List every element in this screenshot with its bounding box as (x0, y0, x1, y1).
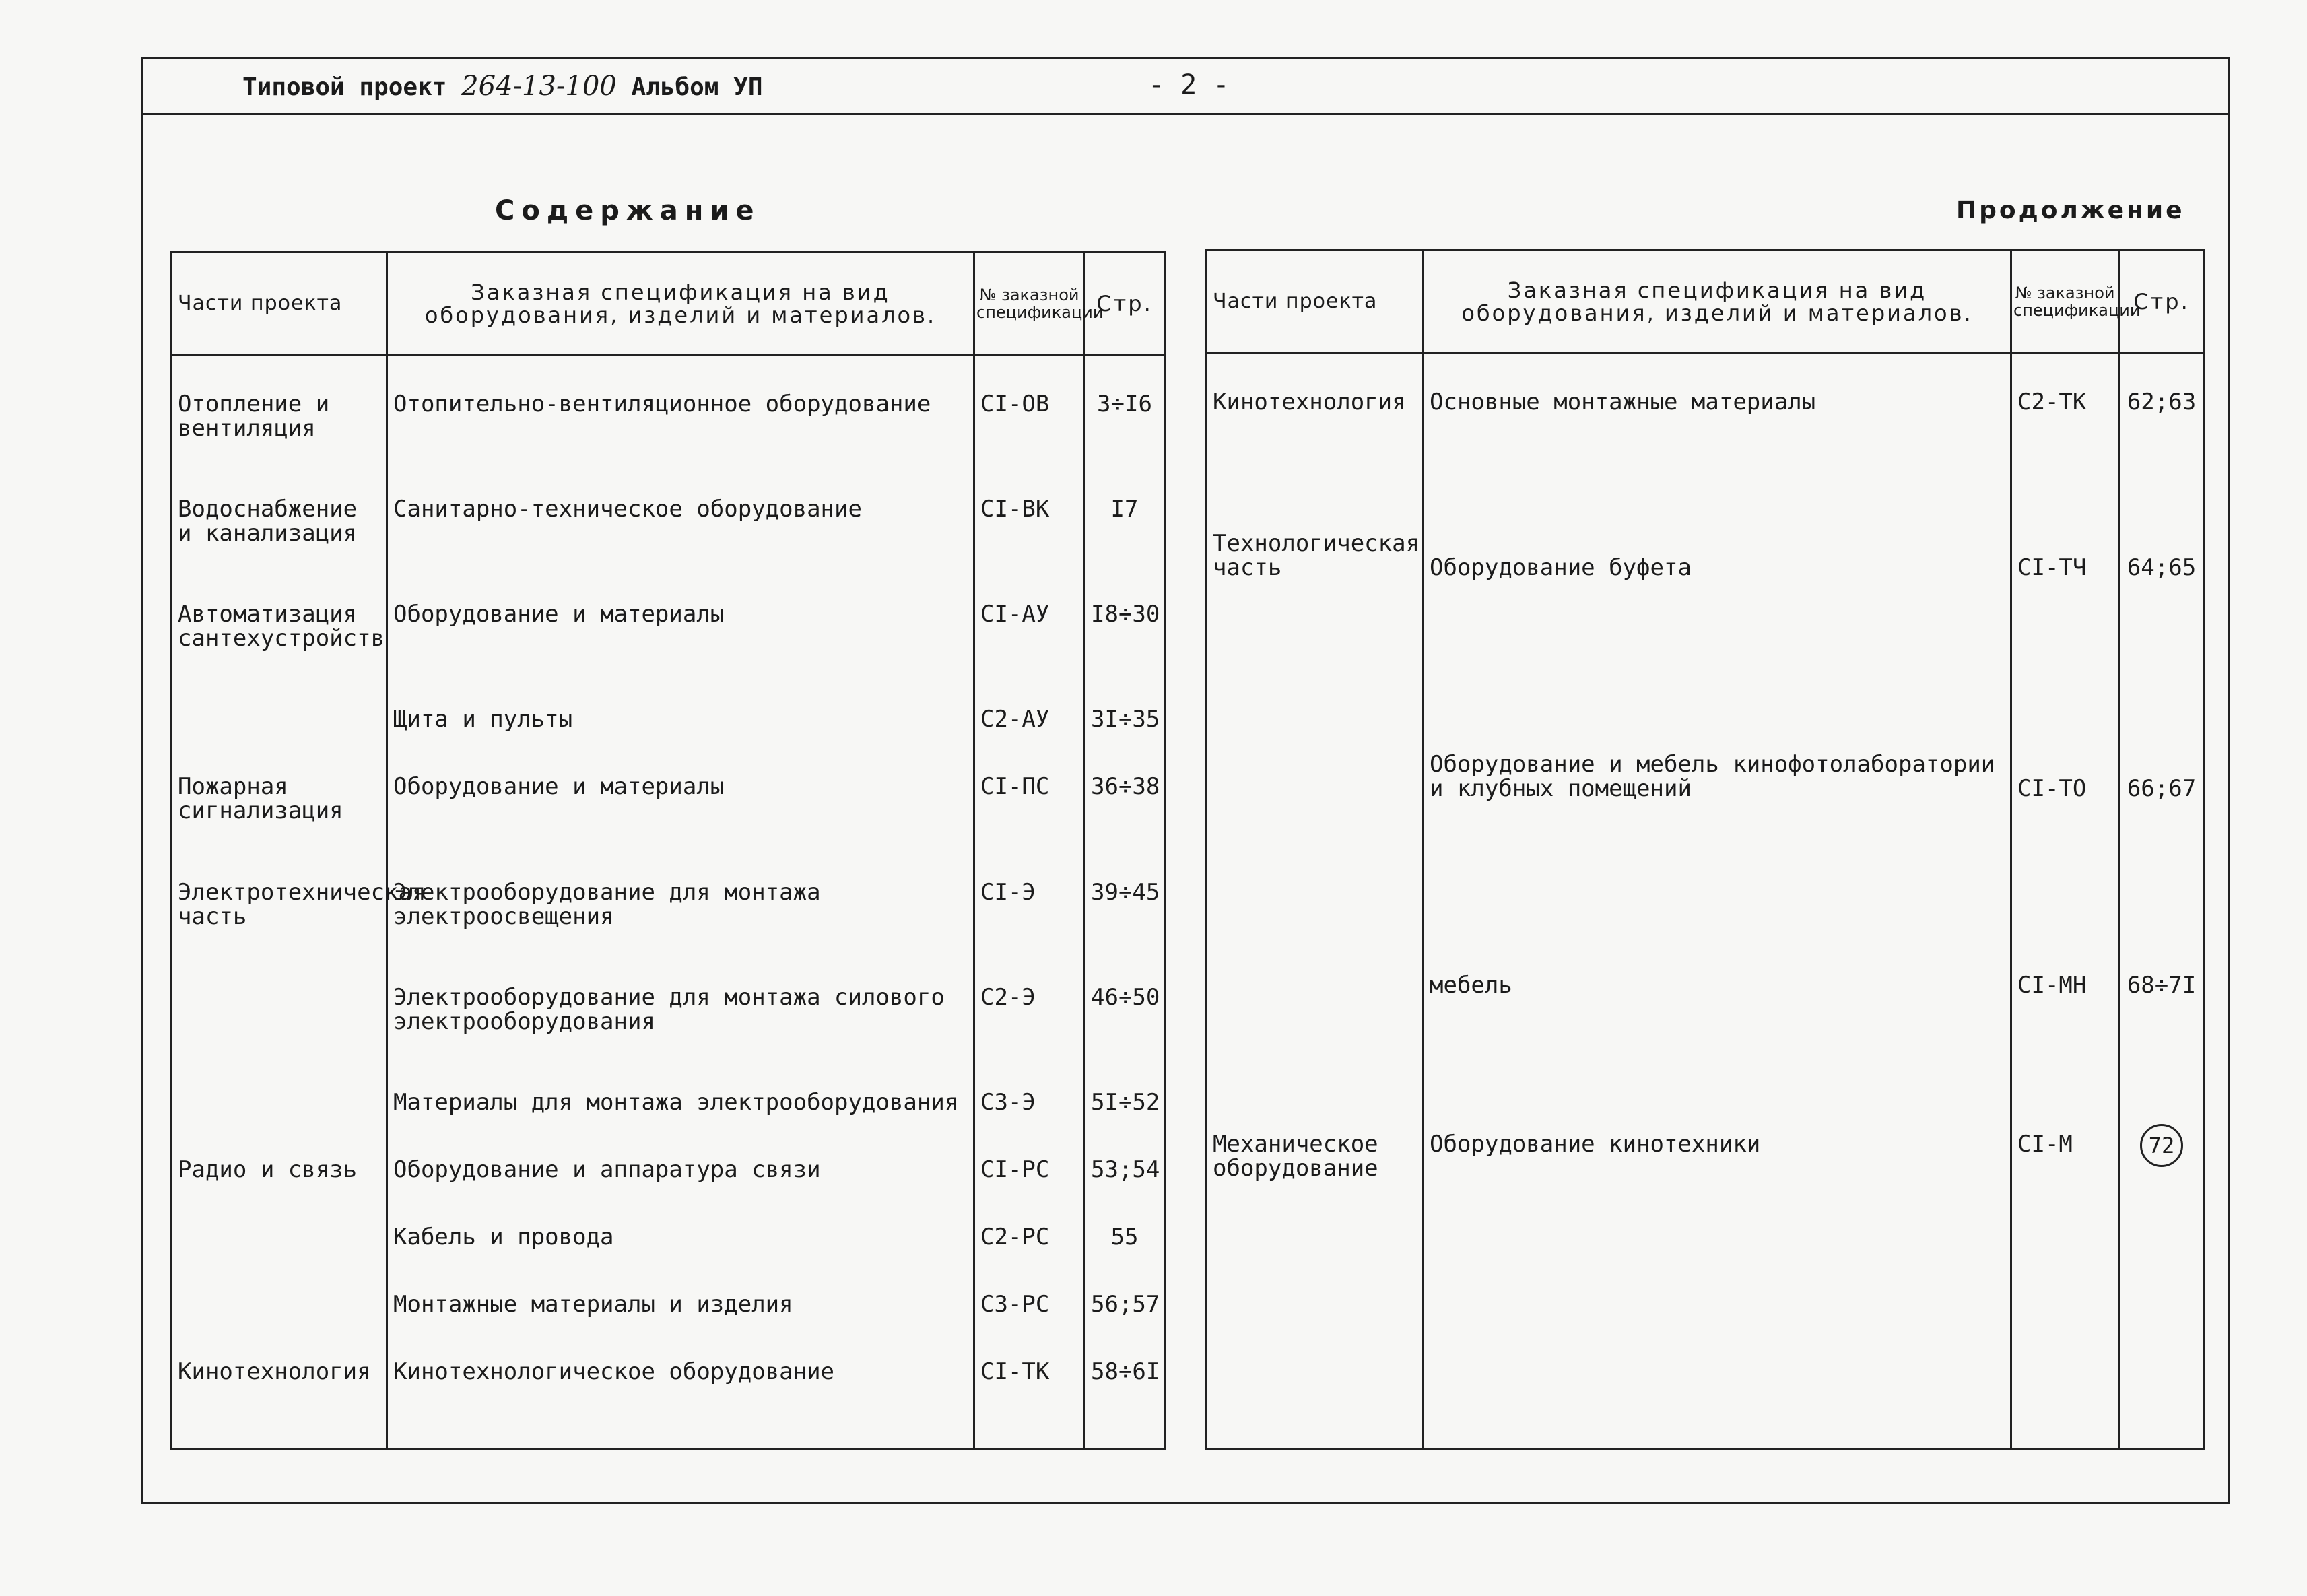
row-page: 5I÷52 (1085, 1081, 1165, 1148)
row-number: CI-ВК (974, 488, 1085, 593)
row-part (1207, 964, 1424, 1105)
row-part: Пожарная сигнализация (172, 765, 387, 870)
table-row (172, 1216, 1165, 1283)
row-part (172, 1283, 387, 1350)
row-part (172, 1081, 387, 1148)
row-number: C3-Э (974, 1081, 1085, 1148)
table-row (172, 1148, 1165, 1216)
row-spec: Оборудование и мебель кинофотолаборатории и клубных помещений (1424, 743, 2011, 964)
row-spec: Кинотехнологическое оборудование (387, 1350, 974, 1418)
row-spec: Отопительно-вентиляционное оборудование (387, 383, 974, 488)
table-row (172, 976, 1165, 1081)
table-row (172, 593, 1165, 698)
row-number: CI-PC (974, 1148, 1085, 1216)
table-header-row (172, 253, 1165, 356)
table-row (172, 871, 1165, 976)
row-spec: Электрооборудование для монтажа электроосвещения (387, 871, 974, 976)
row-part (172, 1216, 387, 1283)
contents-table (170, 251, 1166, 1450)
row-part (172, 976, 387, 1081)
row-spec: Оборудование и материалы (387, 593, 974, 698)
row-page: 68÷7I (2119, 964, 2205, 1105)
project-prefix: Типовой проект (242, 73, 447, 101)
row-number: CI-ТК (974, 1350, 1085, 1418)
table-row (1207, 964, 2205, 1105)
table-row (172, 1283, 1165, 1350)
row-page: 58÷6I (1085, 1350, 1165, 1418)
table-row (1207, 1105, 2205, 1384)
row-number: CI-М (2011, 1105, 2119, 1384)
row-number: CI-ПС (974, 765, 1085, 870)
row-number: C2-АУ (974, 698, 1085, 765)
row-number: C2-ТК (2011, 380, 2119, 522)
row-page: I7 (1085, 488, 1165, 593)
row-spec: Кабель и провода (387, 1216, 974, 1283)
row-number: C2-PC (974, 1216, 1085, 1283)
column-header-spec: Заказная спецификация на вид оборудования, изделий и материалов. (1424, 251, 2011, 354)
contents-heading: Содержание (495, 195, 761, 226)
row-page: 55 (1085, 1216, 1165, 1283)
table-row (172, 488, 1165, 593)
row-part: Водоснабжение и канализация (172, 488, 387, 593)
row-part: Кинотехнология (1207, 380, 1424, 522)
row-page: I8÷30 (1085, 593, 1165, 698)
row-spec: Монтажные материалы и изделия (387, 1283, 974, 1350)
table-header-row (1207, 251, 2205, 354)
row-part: Радио и связь (172, 1148, 387, 1216)
row-page: 46÷50 (1085, 976, 1165, 1081)
project-number: 264-13-100 (461, 71, 617, 102)
circled-page-number: 72 (2140, 1124, 2183, 1167)
table-row (172, 383, 1165, 488)
continuation-table (1205, 249, 2205, 1450)
row-spec: Санитарно-техническое оборудование (387, 488, 974, 593)
column-header-part: Части проекта (172, 253, 387, 356)
row-page: 39÷45 (1085, 871, 1165, 976)
title-block (242, 71, 763, 102)
row-part: Отопление и вентиляция (172, 383, 387, 488)
page-number: - 2 - (1148, 69, 1230, 100)
row-spec: Оборудование и аппаратура связи (387, 1148, 974, 1216)
row-part: Технологическая часть (1207, 522, 1424, 743)
row-part: Кинотехнология (172, 1350, 387, 1418)
row-part: Механическое оборудование (1207, 1105, 1424, 1384)
row-spec: Материалы для монтажа электрооборудования (387, 1081, 974, 1148)
header-rule (141, 113, 2230, 115)
table-row (172, 698, 1165, 765)
row-page: 53;54 (1085, 1148, 1165, 1216)
table-row (1207, 522, 2205, 743)
row-page: 56;57 (1085, 1283, 1165, 1350)
row-spec: Оборудование буфета (1424, 522, 2011, 743)
row-page: 64;65 (2119, 522, 2205, 743)
row-page: 66;67 (2119, 743, 2205, 964)
column-header-part: Части проекта (1207, 251, 1424, 354)
row-number: CI-МН (2011, 964, 2119, 1105)
row-page: 3÷I6 (1085, 383, 1165, 488)
spacer-row (1207, 354, 2205, 380)
row-page: 62;63 (2119, 380, 2205, 522)
row-spec: Основные монтажные материалы (1424, 380, 2011, 522)
continuation-heading: Продолжение (1956, 197, 2185, 224)
row-page: 36÷38 (1085, 765, 1165, 870)
row-page: 3I÷35 (1085, 698, 1165, 765)
table-row (1207, 743, 2205, 964)
filler-row (172, 1418, 1165, 1449)
filler-row (1207, 1384, 2205, 1449)
column-header-number: № заказной спецификации (974, 253, 1085, 356)
row-part: Электротехническая часть (172, 871, 387, 976)
row-number: C2-Э (974, 976, 1085, 1081)
row-spec: Оборудование и материалы (387, 765, 974, 870)
row-number: CI-OB (974, 383, 1085, 488)
column-header-page: Стр. (2119, 251, 2205, 354)
row-page-cell (2119, 1105, 2205, 1384)
row-number: CI-АУ (974, 593, 1085, 698)
row-spec: Электрооборудование для монтажа силового электрооборудования (387, 976, 974, 1081)
column-header-number: № заказной спецификации (2011, 251, 2119, 354)
row-spec: мебель (1424, 964, 2011, 1105)
column-header-spec: Заказная спецификация на вид оборудования, изделий и материалов. (387, 253, 974, 356)
row-part (1207, 743, 1424, 964)
table-row (1207, 380, 2205, 522)
spacer-row (172, 356, 1165, 383)
table-row (172, 1350, 1165, 1418)
row-part: Автоматизация сантехустройств (172, 593, 387, 698)
column-header-page: Стр. (1085, 253, 1165, 356)
row-number: CI-ТО (2011, 743, 2119, 964)
row-number: CI-ТЧ (2011, 522, 2119, 743)
row-number: CI-Э (974, 871, 1085, 976)
album-label: Альбом УП (631, 73, 763, 101)
table-row (172, 1081, 1165, 1148)
row-number: C3-PC (974, 1283, 1085, 1350)
table-row (172, 765, 1165, 870)
row-spec: Щита и пульты (387, 698, 974, 765)
row-part (172, 698, 387, 765)
row-spec: Оборудование кинотехники (1424, 1105, 2011, 1384)
